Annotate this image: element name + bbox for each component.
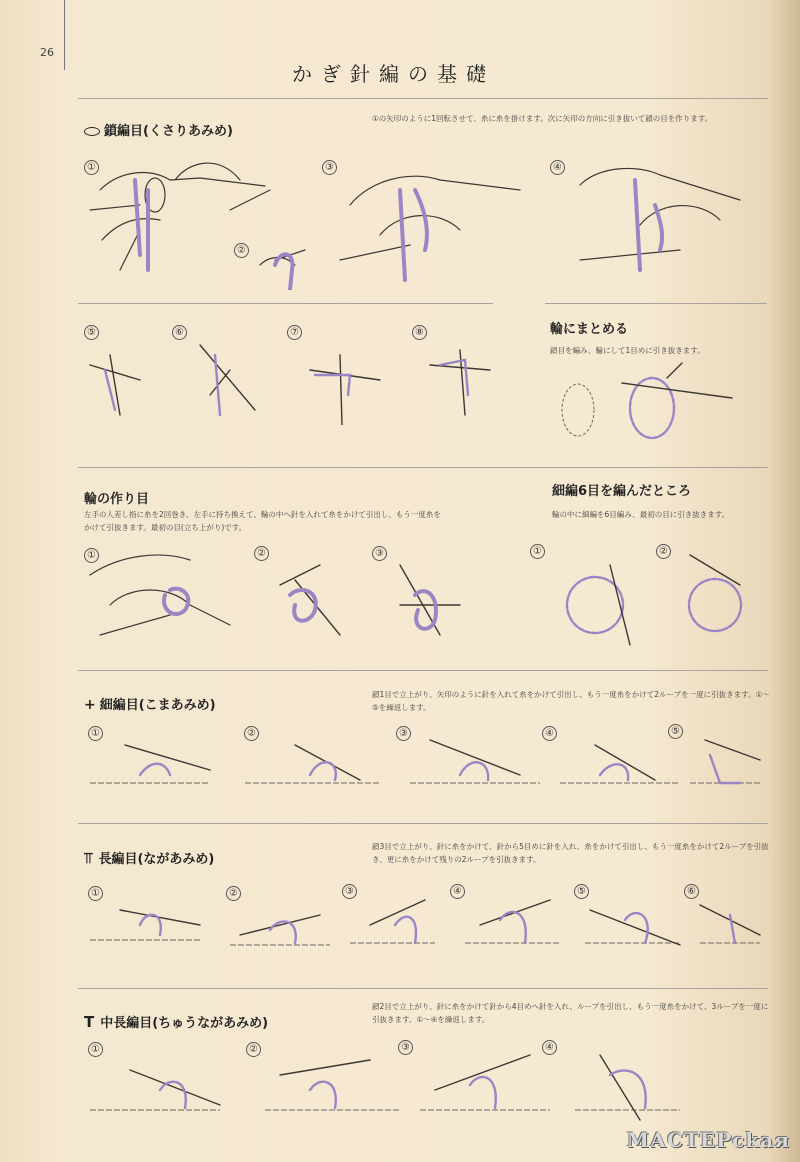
- step-number: ⑥: [172, 325, 187, 340]
- step-number: ①: [88, 886, 103, 901]
- divider: [545, 303, 767, 304]
- section-title-sc: + 細編目(こまあみめ): [84, 697, 216, 713]
- sc-done-illustrations: [540, 545, 770, 655]
- hand-illustration-3: [340, 176, 520, 280]
- step-number: ②: [244, 726, 259, 741]
- divider: [78, 823, 768, 824]
- step-number: ①: [88, 726, 103, 741]
- step-number: ①: [530, 544, 545, 559]
- chain-steps-illustrations: [80, 335, 520, 425]
- divider: [78, 303, 493, 304]
- section-title-chain: 鎖編目(くさりあみめ): [84, 120, 233, 139]
- step-number: ②: [234, 243, 249, 258]
- step-number: ①: [84, 160, 99, 175]
- section-desc-hdc: 鎖2目で立上がり、針に糸をかけて針から4目めへ針を入れ、ループを引出し、もう一度糸をかけて、3ループを一度に引抜きます。①〜④を繰返します。: [372, 1002, 769, 1024]
- hand-illustration-2: [260, 250, 305, 290]
- step-number: ①: [88, 1042, 103, 1057]
- step-number: ⑦: [287, 325, 302, 340]
- step-number: ③: [396, 726, 411, 741]
- section-desc-chain: ①の矢印のように1回転させて、糸に糸を掛けます。次に矢印の方向に引き抜いて鎖の目を作ります。: [372, 114, 713, 123]
- chain-symbol-icon: [84, 127, 100, 136]
- step-number: ③: [372, 546, 387, 561]
- step-number: ④: [542, 1040, 557, 1055]
- step-number: ⑤: [668, 724, 683, 739]
- step-number: ④: [550, 160, 565, 175]
- step-number: ⑤: [84, 325, 99, 340]
- sc-illustrations: [80, 735, 770, 810]
- section-desc-sc-done: 輪の中に細編を6目編み、最初の目に引き抜きます。: [552, 510, 730, 519]
- page-title: かぎ針編の基礎: [292, 62, 495, 86]
- step-number: ①: [84, 548, 99, 563]
- margin-line: [64, 0, 65, 70]
- step-number: ②: [226, 886, 241, 901]
- divider: [78, 670, 768, 671]
- section-title-sc-done: 細編6目を編んだところ: [552, 484, 692, 499]
- hand-illustration-4: [580, 168, 740, 270]
- hand-illustration-1: [90, 163, 270, 270]
- section-desc-ring: 鎖目を編み、輪にして1目めに引き抜きます。: [550, 346, 705, 355]
- step-number: ②: [246, 1042, 261, 1057]
- plus-symbol-icon: +: [84, 697, 96, 713]
- watermark: МАСТЕРсkая: [626, 1128, 790, 1152]
- step-number: ②: [656, 544, 671, 559]
- step-number: ⑧: [412, 325, 427, 340]
- section-title-ring-start: 輪の作り目: [84, 492, 150, 507]
- double-crochet-symbol-icon: ⫪: [84, 849, 93, 867]
- ring-illustrations: [552, 358, 762, 448]
- section-title-dc: ⫪ 長編目(ながあみめ): [84, 849, 215, 867]
- divider: [78, 467, 768, 468]
- divider: [78, 988, 768, 989]
- section-desc-ring-start: 左手の人差し指に糸を2回巻き、左手に持ち換えて、輪の中へ針を入れて糸をかけて引出し、もう一度糸をかけて引抜きます。最初の目(立ち上がり)です。: [84, 510, 441, 532]
- dc-illustrations: [80, 895, 770, 975]
- page-number: 26: [40, 46, 54, 59]
- section-desc-dc: 鎖3目で立上がり、針に糸をかけて、針から5目めに針を入れ、糸をかけて引出し、もう一度糸をかけて2ループを引抜き、更に糸をかけて残りの2ループを引抜きます。: [372, 842, 769, 864]
- step-number: ③: [342, 884, 357, 899]
- step-number: ④: [450, 884, 465, 899]
- half-double-crochet-symbol-icon: T: [84, 1013, 95, 1031]
- step-number: ④: [542, 726, 557, 741]
- step-number: ③: [322, 160, 337, 175]
- step-number: ⑤: [574, 884, 589, 899]
- step-number: ②: [254, 546, 269, 561]
- ring-start-illustrations: [80, 545, 500, 660]
- section-title-hdc: T 中長編目(ちゅうながあみめ): [84, 1013, 269, 1031]
- step-number: ⑥: [684, 884, 699, 899]
- divider: [78, 98, 768, 99]
- section-desc-sc: 鎖1目で立上がり、矢印のように針を入れて糸をかけて引出し、もう一度糸をかけて2ループを一度に引抜きます。①〜⑤を繰返します。: [372, 690, 770, 712]
- step-number: ③: [398, 1040, 413, 1055]
- section-title-ring: 輪にまとめる: [550, 322, 629, 337]
- chain-illustrations: [80, 150, 780, 290]
